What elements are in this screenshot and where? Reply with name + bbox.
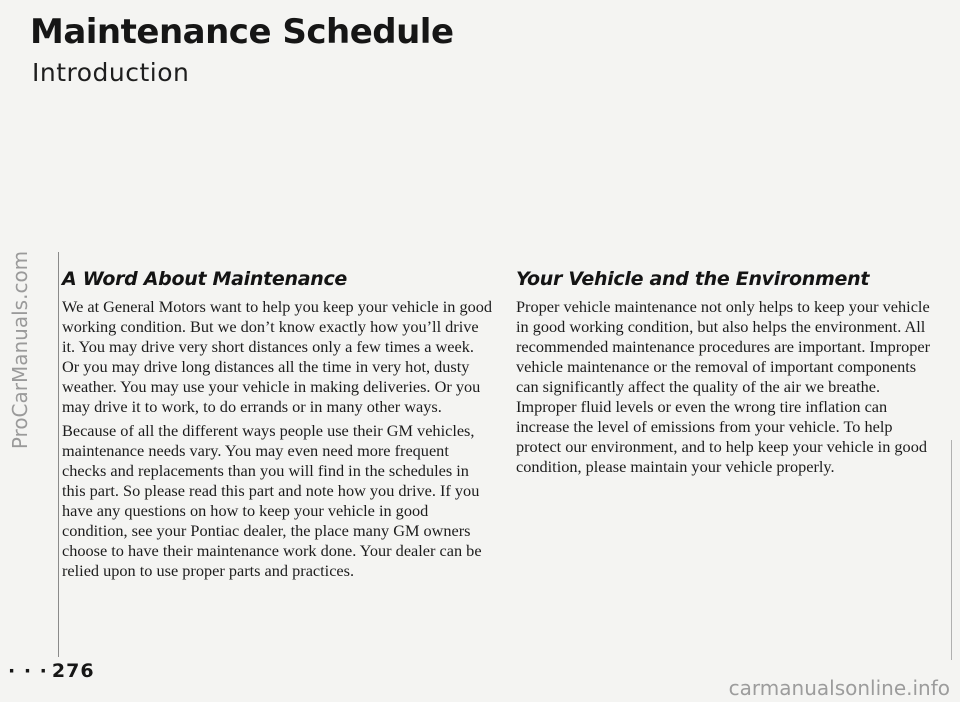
- left-margin-rule: [58, 252, 59, 657]
- paragraph-environment-1: Proper vehicle maintenance not only helps to keep your vehicle in good working condition, but also helps the environment. All recommended maintenance procedures are important. Improper vehicle maintenance or the removal of important components can significantly affect the quality of the air we breathe. Improper fluid levels or even the wrong tire inflation can increase the level of emissions from your vehicle. To help protect our environment, and to help keep your vehicle in good condition, please maintain your vehicle properly.: [516, 297, 931, 476]
- page-title: Maintenance Schedule: [30, 12, 454, 52]
- section-vehicle-environment: [516, 268, 934, 481]
- side-watermark-text: ProCarManuals.com: [8, 250, 32, 450]
- section-heading-environment: Your Vehicle and the Environment: [516, 268, 870, 290]
- page-subtitle: Introduction: [32, 58, 190, 87]
- right-margin-rule: [951, 440, 952, 660]
- page-footer: [8, 660, 95, 682]
- section-word-about-maintenance: [62, 268, 494, 585]
- paragraph-maintenance-2: Because of all the different ways people use their GM vehicles, maintenance needs vary. You may even need more frequent checks and replacements than you will find in the schedules in this part. So please read this part and note how you drive. If you have any questions on how to keep your vehicle in good condition, see your Pontiac dealer, the place many GM owners choose to have their maintenance work done. Your dealer can be relied upon to use proper parts and practices.: [62, 421, 482, 580]
- paragraph-maintenance-1: We at General Motors want to help you keep your vehicle in good working condition. But we don’t know exactly how you’ll drive it. You may drive very short distances only a few times a week. Or you may drive long distances all the time in very hot, dusty weather. You may use your vehicle in making deliveries. Or you may drive it to work, to do errands or in many other ways.: [62, 297, 493, 416]
- page-number: 276: [51, 660, 95, 682]
- page-dots: · · ·: [8, 660, 48, 682]
- corner-watermark: carmanualsonline.info: [728, 676, 950, 700]
- side-watermark: [0, 130, 40, 570]
- section-heading-maintenance: A Word About Maintenance: [62, 268, 348, 290]
